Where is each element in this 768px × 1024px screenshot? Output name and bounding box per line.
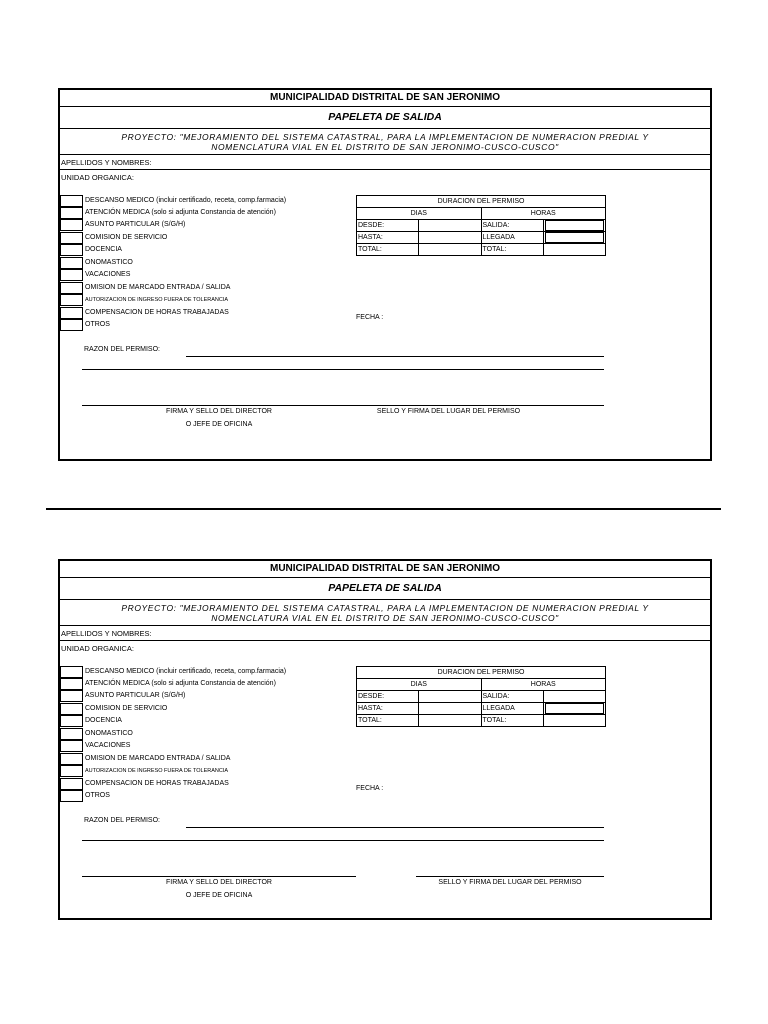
project-line-2: NOMENCLATURA VIAL EN EL DISTRITO DE SAN JERONIMO-CUSCO-CUSCO" (211, 613, 559, 623)
total-hours-label: TOTAL: (481, 244, 543, 256)
option-label: COMISION DE SERVICIO (85, 234, 168, 241)
total-hours-input[interactable] (543, 244, 605, 256)
director-signature-line[interactable] (82, 876, 356, 877)
names-field[interactable]: APELLIDOS Y NOMBRES: (60, 155, 710, 170)
hasta-label: HASTA: (357, 232, 419, 244)
salida-box[interactable] (545, 220, 604, 231)
checkbox[interactable] (60, 195, 83, 207)
days-header: DIAS (357, 679, 482, 691)
checkbox[interactable] (60, 294, 83, 306)
option-label: ONOMASTICO (85, 259, 133, 266)
total-hours-input[interactable] (543, 715, 605, 727)
checkbox[interactable] (60, 715, 83, 727)
checkbox[interactable] (60, 207, 83, 219)
permit-form-top (58, 88, 712, 461)
salida-input[interactable] (543, 691, 605, 703)
option-label: OTROS (85, 792, 110, 799)
hasta-input[interactable] (419, 232, 481, 244)
checkbox[interactable] (60, 257, 83, 269)
option-label: COMPENSACION DE HORAS TRABAJADAS (85, 309, 229, 316)
checkbox[interactable] (60, 282, 83, 294)
project-description (60, 600, 710, 626)
salida-input[interactable] (543, 220, 605, 232)
razon-label: RAZON DEL PERMISO: (84, 346, 160, 353)
option-label: AUTORIZACION DE INGRESO FUERA DE TOLERANCIA (85, 768, 229, 774)
option-label: ATENCIÓN MEDICA (solo si adjunta Constancia de atención) (85, 680, 276, 687)
desde-input[interactable] (419, 691, 481, 703)
option-label: ASUNTO PARTICULAR (S/G/H) (85, 221, 186, 228)
director-signature-line[interactable] (82, 405, 356, 406)
permit-body (60, 185, 710, 455)
checkbox[interactable] (60, 728, 83, 740)
unit-field[interactable]: UNIDAD ORGANICA: (61, 644, 134, 653)
form-subtitle: PAPELETA DE SALIDA (60, 578, 710, 600)
duration-header: DURACION DEL PERMISO (357, 667, 606, 679)
checkbox[interactable] (60, 753, 83, 765)
checkbox[interactable] (60, 269, 83, 281)
duration-table (356, 195, 606, 256)
option-label: OTROS (85, 321, 110, 328)
permit-body (60, 656, 710, 926)
director-signature-label-2: O JEFE DE OFICINA (185, 892, 253, 899)
director-signature-label-2: O JEFE DE OFICINA (185, 421, 253, 428)
hasta-input[interactable] (419, 703, 481, 715)
llegada-input[interactable] (543, 232, 605, 244)
razon-line-2[interactable] (82, 369, 604, 370)
option-label: AUTORIZACION DE INGRESO FUERA DE TOLERANCIA (85, 297, 229, 303)
option-label: DOCENCIA (85, 246, 122, 253)
days-header: DIAS (357, 208, 482, 220)
option-label: OMISION DE MARCADO ENTRADA / SALIDA (85, 755, 231, 762)
permit-form-bottom (58, 559, 712, 920)
unit-field[interactable]: UNIDAD ORGANICA: (61, 173, 134, 182)
llegada-label: LLEGADA (481, 703, 543, 715)
duration-header: DURACION DEL PERMISO (357, 196, 606, 208)
names-field[interactable]: APELLIDOS Y NOMBRES: (60, 626, 710, 641)
checkbox[interactable] (60, 690, 83, 702)
razon-label: RAZON DEL PERMISO: (84, 817, 160, 824)
place-signature-line[interactable] (356, 405, 604, 406)
hours-header: HORAS (481, 679, 606, 691)
total-days-label: TOTAL: (357, 715, 419, 727)
checkbox[interactable] (60, 765, 83, 777)
option-label: COMISION DE SERVICIO (85, 705, 168, 712)
razon-line-1[interactable] (186, 827, 604, 828)
project-line-2: NOMENCLATURA VIAL EN EL DISTRITO DE SAN JERONIMO-CUSCO-CUSCO" (211, 142, 559, 152)
razon-line-1[interactable] (186, 356, 604, 357)
option-label: COMPENSACION DE HORAS TRABAJADAS (85, 780, 229, 787)
checkbox[interactable] (60, 678, 83, 690)
total-days-input[interactable] (419, 244, 481, 256)
checkbox[interactable] (60, 244, 83, 256)
project-line-1: PROYECTO: "MEJORAMIENTO DEL SISTEMA CATASTRAL, PARA LA IMPLEMENTACION DE NUMERACION PREDIAL Y (121, 603, 649, 613)
option-label: ATENCIÓN MEDICA (solo si adjunta Constancia de atención) (85, 209, 276, 216)
form-title: MUNICIPALIDAD DISTRITAL DE SAN JERONIMO (60, 561, 710, 578)
option-label: VACACIONES (85, 742, 131, 749)
total-days-label: TOTAL: (357, 244, 419, 256)
option-label: DOCENCIA (85, 717, 122, 724)
desde-input[interactable] (419, 220, 481, 232)
llegada-box[interactable] (545, 703, 604, 714)
form-subtitle: PAPELETA DE SALIDA (60, 107, 710, 129)
project-line-1: PROYECTO: "MEJORAMIENTO DEL SISTEMA CATASTRAL, PARA LA IMPLEMENTACION DE NUMERACION PREDIAL Y (121, 132, 649, 142)
fecha-label: FECHA : (356, 785, 384, 792)
checkbox[interactable] (60, 790, 83, 802)
checkbox[interactable] (60, 319, 83, 331)
option-label: VACACIONES (85, 271, 131, 278)
checkbox[interactable] (60, 219, 83, 231)
checkbox[interactable] (60, 778, 83, 790)
place-signature-label: SELLO Y FIRMA DEL LUGAR DEL PERMISO (438, 879, 582, 886)
llegada-box[interactable] (545, 232, 604, 243)
director-signature-label: FIRMA Y SELLO DEL DIRECTOR (166, 879, 272, 886)
option-label: DESCANSO MEDICO (incluir certificado, receta, comp.farmacia) (85, 668, 287, 675)
total-hours-label: TOTAL: (481, 715, 543, 727)
fecha-label: FECHA : (356, 314, 384, 321)
duration-table (356, 666, 606, 727)
desde-label: DESDE: (357, 691, 419, 703)
checkbox[interactable] (60, 740, 83, 752)
option-label: ASUNTO PARTICULAR (S/G/H) (85, 692, 186, 699)
checkbox[interactable] (60, 666, 83, 678)
desde-label: DESDE: (357, 220, 419, 232)
checkbox[interactable] (60, 703, 83, 715)
place-signature-label: SELLO Y FIRMA DEL LUGAR DEL PERMISO (376, 408, 521, 415)
option-label: DESCANSO MEDICO (incluir certificado, receta, comp.farmacia) (85, 197, 287, 204)
checkbox[interactable] (60, 307, 83, 319)
hasta-label: HASTA: (357, 703, 419, 715)
cut-line (46, 508, 721, 510)
form-title: MUNICIPALIDAD DISTRITAL DE SAN JERONIMO (60, 90, 710, 107)
llegada-input[interactable] (543, 703, 605, 715)
director-signature-label: FIRMA Y SELLO DEL DIRECTOR (166, 408, 272, 415)
option-label: OMISION DE MARCADO ENTRADA / SALIDA (85, 284, 231, 291)
project-description (60, 129, 710, 155)
place-signature-line[interactable] (416, 876, 604, 877)
salida-label: SALIDA: (481, 220, 543, 232)
option-label: ONOMASTICO (85, 730, 133, 737)
hours-header: HORAS (481, 208, 606, 220)
llegada-label: LLEGADA (481, 232, 543, 244)
salida-label: SALIDA: (481, 691, 543, 703)
total-days-input[interactable] (419, 715, 481, 727)
razon-line-2[interactable] (82, 840, 604, 841)
checkbox[interactable] (60, 232, 83, 244)
